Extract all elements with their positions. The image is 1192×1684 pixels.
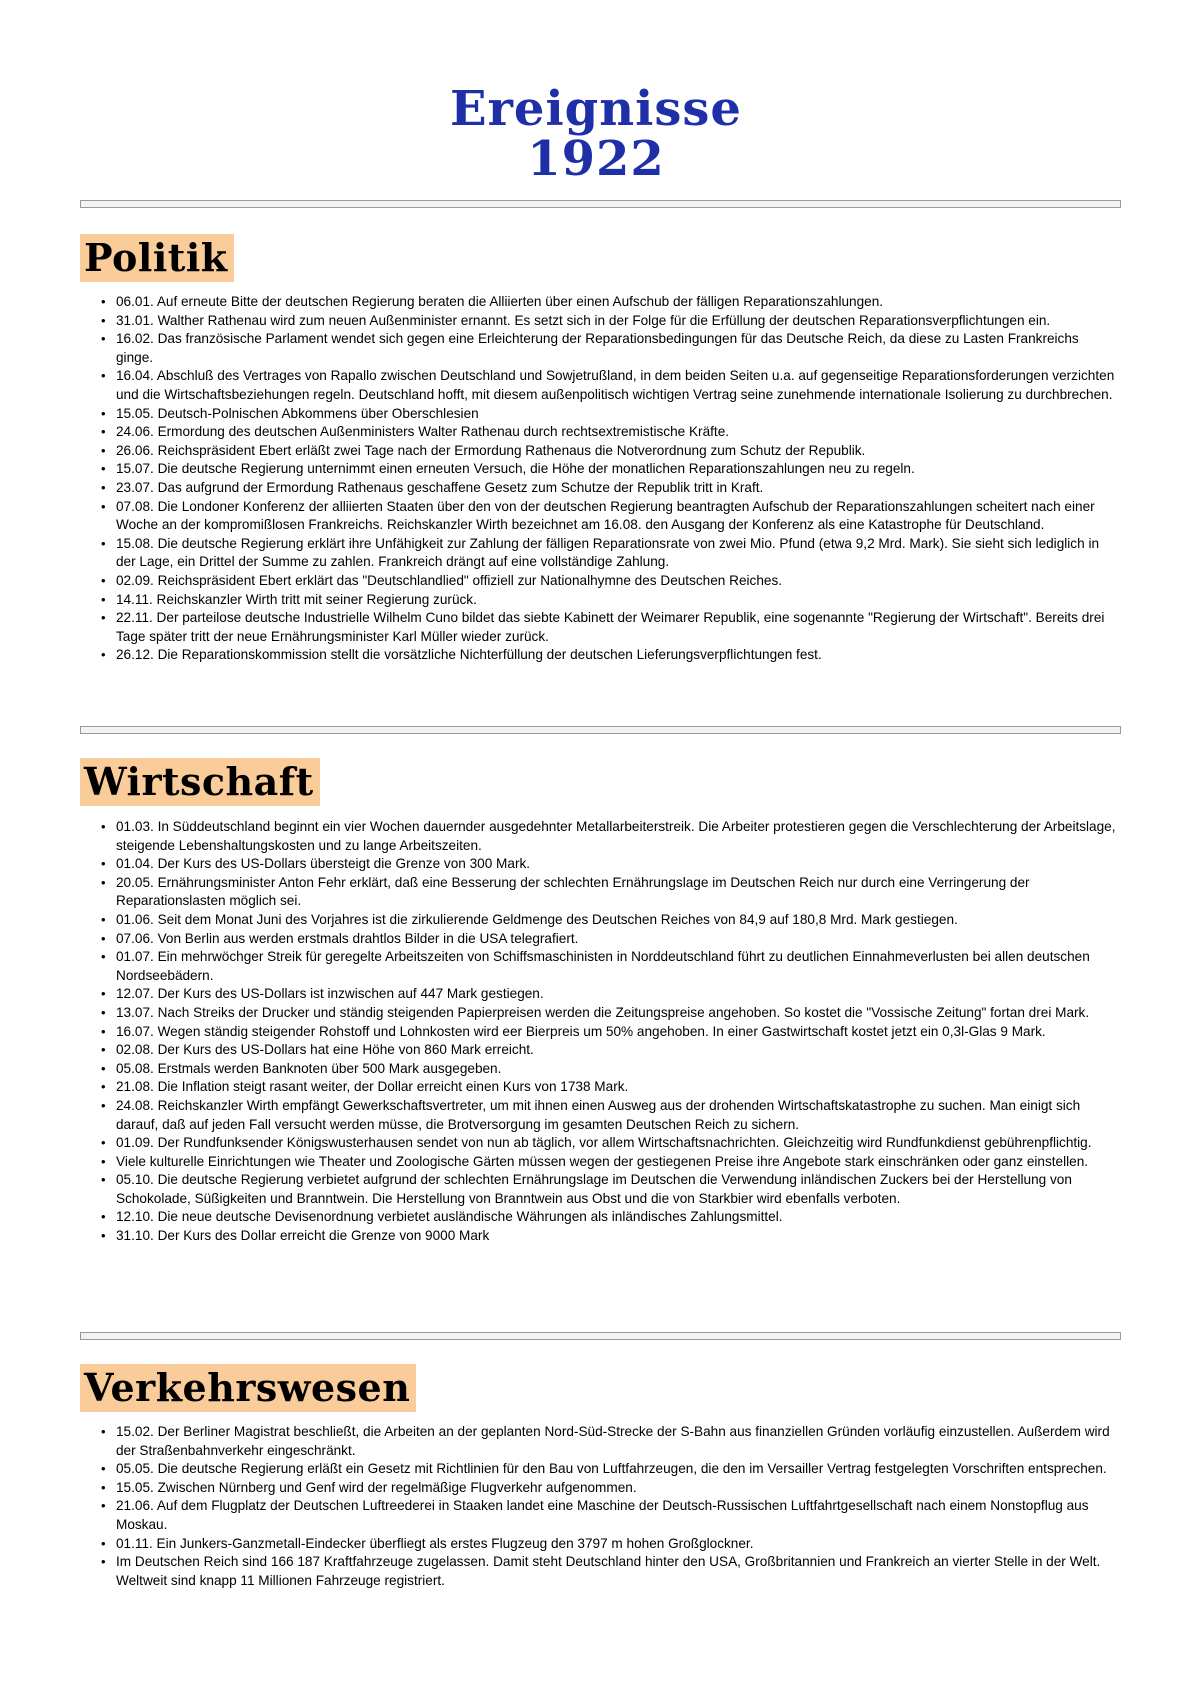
list-item: • 01.11. Ein Junkers-Ganzmetall-Eindecker überfliegt als erstes Flugzeug den 3797 m hohen Großglockner. <box>116 1535 1116 1554</box>
list-item: • 01.07. Ein mehrwöchger Streik für geregelte Arbeitszeiten von Schiffsmaschinisten in Norddeutschland führt zu deutlichen Einnahmeverlusten bei allen deutschen Nordseebädern. <box>116 948 1116 985</box>
list-item: • 12.10. Die neue deutsche Devisenordnung verbietet ausländische Währungen als inländisches Zahlungsmittel. <box>116 1208 1116 1227</box>
list-item: • 15.05. Zwischen Nürnberg und Genf wird der regelmäßige Flugverkehr aufgenommen. <box>116 1479 1116 1498</box>
list-item: • 15.08. Die deutsche Regierung erklärt ihre Unfähigkeit zur Zahlung der fälligen Reparationsrate von zwei Mio. Pfund (etwa 9,2 Mrd. Mark). Sie sieht sich lediglich in der Lage, ein Drittel der Summe zu zahlen. Frankreich drängt auf eine vollständige Zahlung. <box>116 535 1116 572</box>
list-item: • 05.10. Die deutsche Regierung verbietet aufgrund der schlechten Ernährungslage im Deutschen die Verwendung inländischen Zuckers bei der Herstellung von Schokolade, Süßigkeiten und Branntwein. Die Herstellung von Branntwein aus Obst und die von Starkbier wird ebenfalls verboten. <box>116 1171 1116 1208</box>
page-title <box>0 81 1192 187</box>
list-item: • 14.11. Reichskanzler Wirth tritt mit seiner Regierung zurück. <box>116 591 1116 610</box>
divider <box>80 200 1121 208</box>
list-item: • 05.08. Erstmals werden Banknoten über 500 Mark ausgegeben. <box>116 1060 1116 1079</box>
section-heading-politik: Politik <box>80 234 234 282</box>
divider <box>80 1332 1121 1340</box>
list-item: • 16.07. Wegen ständig steigender Rohstoff und Lohnkosten wird eer Bierpreis um 50% angehoben. In einer Gastwirtschaft kostet jetzt ein 0,3l-Glas 9 Mark. <box>116 1023 1116 1042</box>
list-item: • 24.08. Reichskanzler Wirth empfängt Gewerkschaftsvertreter, um mit ihnen einen Ausweg aus der drohenden Wirtschaftskatastrophe zu suchen. Man einigt sich darauf, daß auf jeden Fall versucht werden müsse, die Brotversorgung im gesamten Deutschen Reich zu sichern. <box>116 1097 1116 1134</box>
list-item: • 07.06. Von Berlin aus werden erstmals drahtlos Bilder in die USA telegrafiert. <box>116 930 1116 949</box>
list-item: • Im Deutschen Reich sind 166 187 Kraftfahrzeuge zugelassen. Damit steht Deutschland hinter den USA, Großbritannien und Frankreich an vierter Stelle in der Welt. Weltweit sind knapp 11 Millionen Fahrzeuge registriert. <box>116 1553 1116 1590</box>
events-list-verkehrswesen <box>116 1423 1116 1590</box>
list-item: • 31.10. Der Kurs des Dollar erreicht die Grenze von 9000 Mark <box>116 1227 1116 1246</box>
section-heading-verkehrswesen: Verkehrswesen <box>80 1364 416 1412</box>
list-item: • Viele kulturelle Einrichtungen wie Theater und Zoologische Gärten müssen wegen der gestiegenen Preise ihre Angebote stark einschränken oder ganz einstellen. <box>116 1153 1116 1172</box>
list-item: • 06.01. Auf erneute Bitte der deutschen Regierung beraten die Alliierten über einen Aufschub der fälligen Reparationszahlungen. <box>116 293 1116 312</box>
divider <box>80 726 1121 734</box>
list-item: • 15.02. Der Berliner Magistrat beschließt, die Arbeiten an der geplanten Nord-Süd-Strecke der S-Bahn aus finanziellen Gründen vorläufig einzustellen. Außerdem wird der Straßenbahnverkehr eingeschränkt. <box>116 1423 1116 1460</box>
list-item: • 05.05. Die deutsche Regierung erläßt ein Gesetz mit Richtlinien für den Bau von Luftfahrzeugen, die den im Versailler Vertrag festgelegten Vorschriften entsprechen. <box>116 1460 1116 1479</box>
list-item: • 07.08. Die Londoner Konferenz der alliierten Staaten über den von der deutschen Regierung beantragten Aufschub der Reparationszahlungen scheitert nach einer Woche an der kompromißlosen Frankreichs. Reichskanzler Wirth bezeichnet am 16.08. den Ausgang der Konferenz als eine Katastrophe für Deutschland. <box>116 498 1116 535</box>
list-item: • 21.06. Auf dem Flugplatz der Deutschen Luftreederei in Staaken landet eine Maschine der Deutsch-Russischen Luftfahrtgesellschaft nach einem Nonstopflug aus Moskau. <box>116 1497 1116 1534</box>
list-item: • 01.04. Der Kurs des US-Dollars übersteigt die Grenze von 300 Mark. <box>116 855 1116 874</box>
events-list-politik <box>116 293 1116 665</box>
list-item: • 16.02. Das französische Parlament wendet sich gegen eine Erleichterung der Reparationsbedingungen für das Deutsche Reich, da diese zu Lasten Frankreichs ginge. <box>116 330 1116 367</box>
list-item: • 13.07. Nach Streiks der Drucker und ständig steigenden Papierpreisen werden die Zeitungspreise angehoben. So kostet die "Vossische Zeitung" fortan drei Mark. <box>116 1004 1116 1023</box>
list-item: • 26.06. Reichspräsident Ebert erläßt zwei Tage nach der Ermordung Rathenaus die Notverordnung zum Schutz der Republik. <box>116 442 1116 461</box>
list-item: • 15.05. Deutsch-Polnischen Abkommens über Oberschlesien <box>116 405 1116 424</box>
list-item: • 20.05. Ernährungsminister Anton Fehr erklärt, daß eine Besserung der schlechten Ernährungslage im Deutschen Reich nur durch eine Verringerung der Reparationslasten möglich sei. <box>116 874 1116 911</box>
title-line-2: 1922 <box>527 131 665 187</box>
list-item: • 01.03. In Süddeutschland beginnt ein vier Wochen dauernder ausgedehnter Metallarbeiterstreik. Die Arbeiter protestieren gegen die Verschlechterung der Arbeitslage, steigende Lebenshaltungskosten und zu lange Arbeitszeiten. <box>116 818 1116 855</box>
list-item: • 01.09. Der Rundfunksender Königswusterhausen sendet von nun ab täglich, vor allem Wirtschaftsnachrichten. Gleichzeitig wird Rundfunkdienst gebührenpflichtig. <box>116 1134 1116 1153</box>
list-item: • 22.11. Der parteilose deutsche Industrielle Wilhelm Cuno bildet das siebte Kabinett der Weimarer Republik, eine sogenannte "Regierung der Wirtschaft". Bereits drei Tage später tritt der neue Ernährungsminister Karl Müller wieder zurück. <box>116 609 1116 646</box>
list-item: • 15.07. Die deutsche Regierung unternimmt einen erneuten Versuch, die Höhe der monatlichen Reparationszahlungen neu zu regeln. <box>116 460 1116 479</box>
list-item: • 12.07. Der Kurs des US-Dollars ist inzwischen auf 447 Mark gestiegen. <box>116 985 1116 1004</box>
list-item: • 23.07. Das aufgrund der Ermordung Rathenaus geschaffene Gesetz zum Schutze der Republik tritt in Kraft. <box>116 479 1116 498</box>
section-heading-wirtschaft: Wirtschaft <box>80 758 320 806</box>
list-item: • 16.04. Abschluß des Vertrages von Rapallo zwischen Deutschland und Sowjetrußland, in dem beiden Seiten u.a. auf gegenseitige Reparationsforderungen verzichten und die Wirtschaftsbeziehungen regeln. Deutschland hofft, mit diesem außenpolitisch wichtigen Vertrag seine zunehmende internationale Isolierung zu durchbrechen. <box>116 367 1116 404</box>
list-item: • 01.06. Seit dem Monat Juni des Vorjahres ist die zirkulierende Geldmenge des Deutschen Reiches von 84,9 auf 180,8 Mrd. Mark gestiegen. <box>116 911 1116 930</box>
list-item: • 02.08. Der Kurs des US-Dollars hat eine Höhe von 860 Mark erreicht. <box>116 1041 1116 1060</box>
list-item: • 26.12. Die Reparationskommission stellt die vorsätzliche Nichterfüllung der deutschen Lieferungsverpflichtungen fest. <box>116 646 1116 665</box>
list-item: • 31.01. Walther Rathenau wird zum neuen Außenminister ernannt. Es setzt sich in der Folge für die Erfüllung der deutschen Reparationsverpflichtungen ein. <box>116 312 1116 331</box>
title-line-1: Ereignisse <box>450 81 742 137</box>
events-list-wirtschaft <box>116 818 1116 1246</box>
list-item: • 02.09. Reichspräsident Ebert erklärt das "Deutschlandlied" offiziell zur Nationalhymne des Deutschen Reiches. <box>116 572 1116 591</box>
list-item: • 24.06. Ermordung des deutschen Außenministers Walter Rathenau durch rechtsextremistische Kräfte. <box>116 423 1116 442</box>
list-item: • 21.08. Die Inflation steigt rasant weiter, der Dollar erreicht einen Kurs von 1738 Mark. <box>116 1078 1116 1097</box>
